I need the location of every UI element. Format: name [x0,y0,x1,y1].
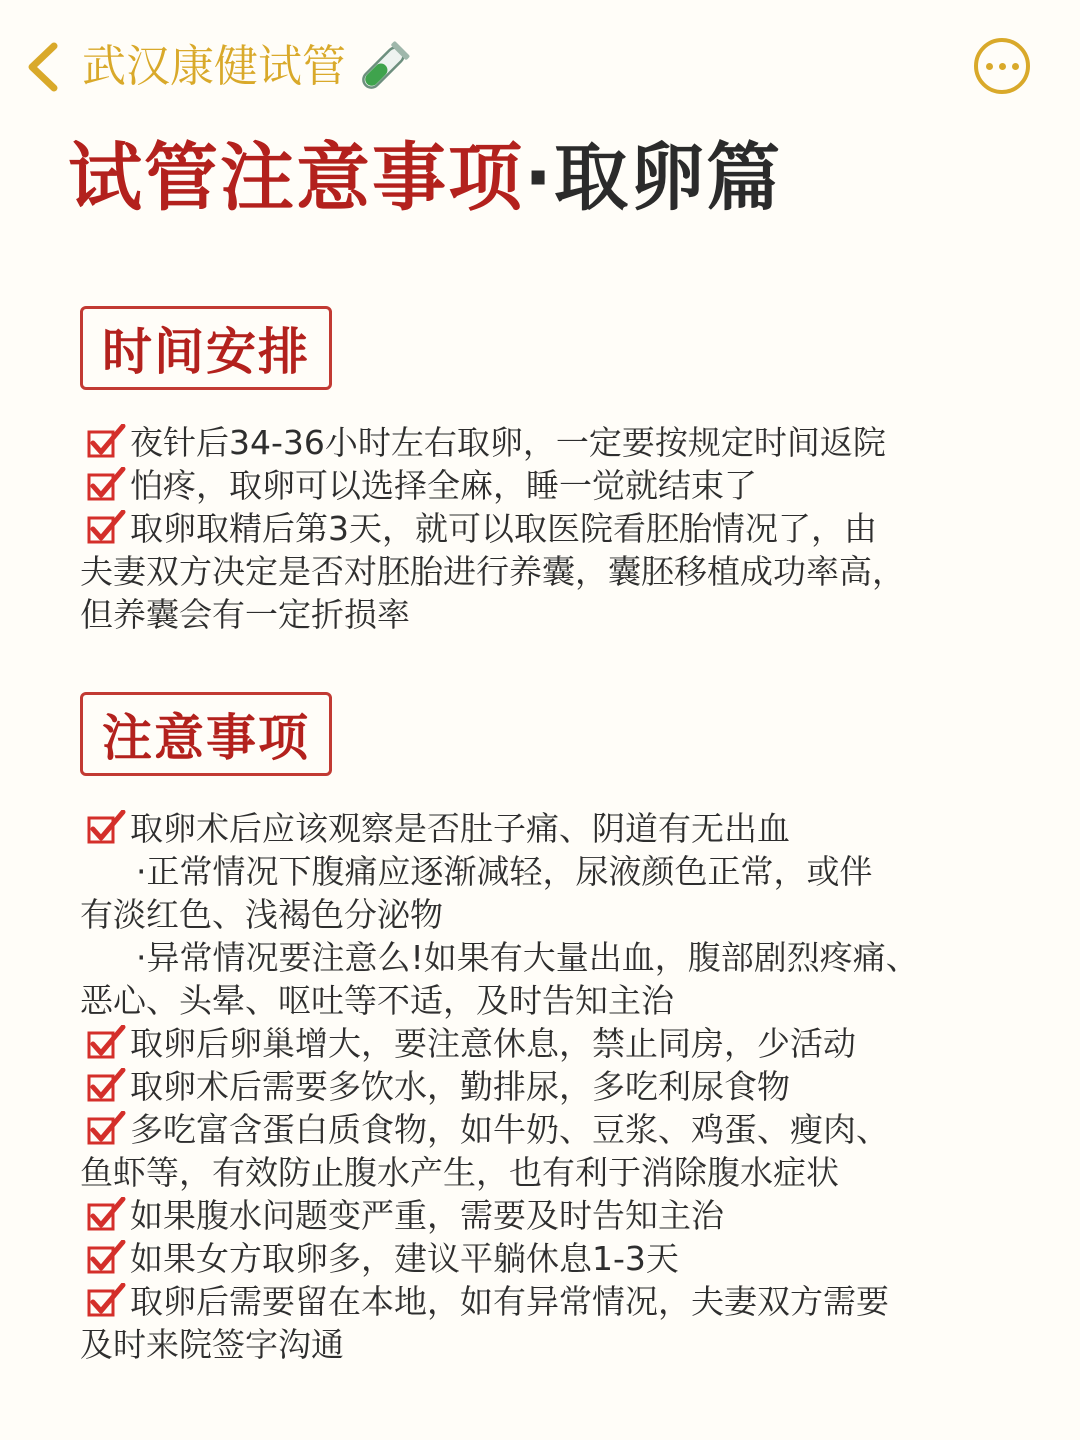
list-item-text: 有淡红色、浅褐色分泌物 [80,895,443,934]
checkbox-checked-icon [86,1111,126,1147]
list-item [80,936,1040,979]
list-item [80,1280,1040,1323]
checkbox-checked-icon [86,1025,126,1061]
list-item [80,593,1040,636]
checkbox-checked-icon [86,424,126,460]
list-item [80,979,1040,1022]
title-sub: 取卵篇 [554,135,783,221]
list-item-text: ·正常情况下腹痛应逐渐减轻，尿液颜色正常，或伴 [136,852,873,891]
list-item [80,1323,1040,1366]
section-content-schedule [80,421,1040,636]
list-item [80,507,1040,550]
list-item [80,1108,1040,1151]
list-item [80,464,1040,507]
section-label-schedule: 时间安排 [80,306,332,390]
page-title [68,132,782,224]
checkbox-checked-icon [86,1068,126,1104]
back-button[interactable] [22,40,66,94]
title-separator: · [524,135,555,221]
list-item-text: 取卵后需要留在本地，如有异常情况，夫妻双方需要 [130,1282,889,1321]
list-item [80,1022,1040,1065]
test-tube-icon [352,40,412,98]
account-title[interactable] [82,38,412,98]
list-item [80,893,1040,936]
list-item [80,1194,1040,1237]
list-item-text: 鱼虾等，有效防止腹水产生，也有利于消除腹水症状 [80,1153,839,1192]
list-item-text: 如果腹水问题变严重，需要及时告知主治 [130,1196,724,1235]
list-item [80,550,1040,593]
list-item-text: 多吃富含蛋白质食物，如牛奶、豆浆、鸡蛋、瘦肉、 [130,1110,889,1149]
list-item-text: 恶心、头晕、呕吐等不适，及时告知主治 [80,981,674,1020]
list-item [80,807,1040,850]
account-name: 武汉康健试管 [82,41,346,92]
checkbox-checked-icon [86,510,126,546]
list-item-text: 如果女方取卵多，建议平躺休息1-3天 [130,1239,679,1278]
chevron-left-icon [22,40,66,94]
list-item-text: 但养囊会有一定折损率 [80,595,410,634]
checkbox-checked-icon [86,1240,126,1276]
list-item [80,1237,1040,1280]
list-item-text: 及时来院签字沟通 [80,1325,344,1364]
section-label-precautions: 注意事项 [80,692,332,776]
list-item [80,850,1040,893]
more-icon-dot [999,63,1006,70]
list-item [80,1151,1040,1194]
list-item-text: 取卵后卵巢增大，要注意休息，禁止同房，少活动 [130,1024,856,1063]
more-icon [986,63,993,70]
list-item-text: 夜针后34-36小时左右取卵，一定要按规定时间返院 [130,423,886,462]
list-item-text: 取卵取精后第3天，就可以取医院看胚胎情况了，由 [130,509,877,548]
section-content-precautions [80,807,1040,1366]
checkbox-checked-icon [86,1197,126,1233]
more-icon-dot [1012,63,1019,70]
list-item-text: ·异常情况要注意么!如果有大量出血，腹部剧烈疼痛、 [136,938,919,977]
checkbox-checked-icon [86,467,126,503]
more-button[interactable] [974,38,1030,94]
list-item-text: 夫妻双方决定是否对胚胎进行养囊，囊胚移植成功率高， [80,552,905,591]
title-main: 试管注意事项 [68,135,524,221]
checkbox-checked-icon [86,810,126,846]
list-item [80,421,1040,464]
list-item-text: 取卵术后应该观察是否肚子痛、阴道有无出血 [130,809,790,848]
list-item-text: 取卵术后需要多饮水，勤排尿，多吃利尿食物 [130,1067,790,1106]
list-item-text: 怕疼，取卵可以选择全麻，睡一觉就结束了 [130,466,757,505]
nav-bar [0,0,1080,130]
checkbox-checked-icon [86,1283,126,1319]
list-item [80,1065,1040,1108]
